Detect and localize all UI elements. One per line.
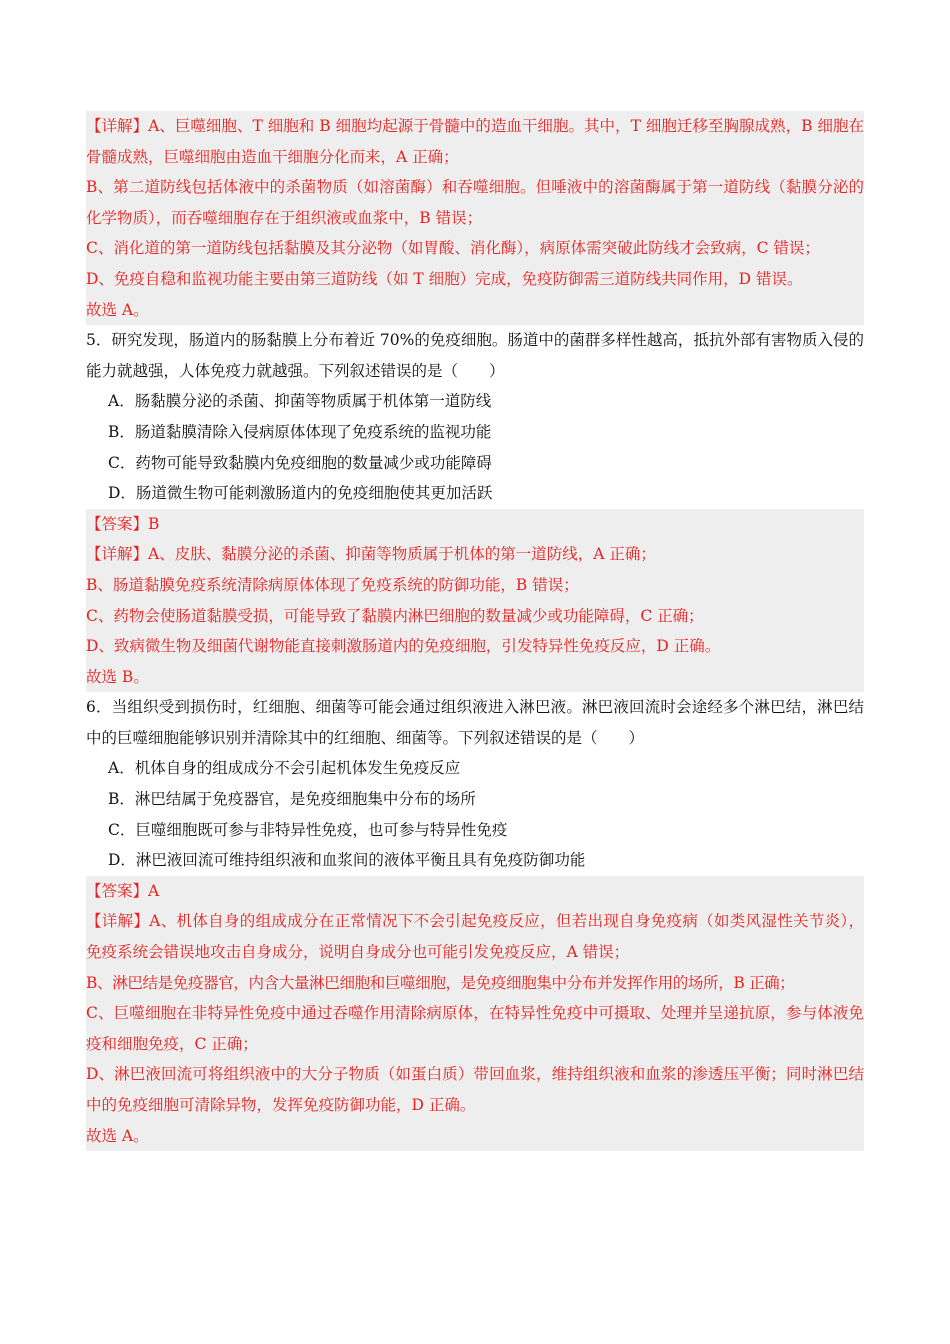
q5-detail-a: 【详解】A、皮肤、黏膜分泌的杀菌、抑菌等物质属于机体的第一道防线，A 正确； <box>86 545 656 564</box>
q4-detail-c: C、消化道的第一道防线包括黏膜及其分泌物（如胃酸、消化酶），病原体需突破此防线才会致病，C 错误； <box>86 239 820 258</box>
q6-answer: 【答案】A <box>86 881 160 900</box>
q5-explanation-block <box>86 509 864 693</box>
q4-detail-b: B、第二道防线包括体液中的杀菌物质（如溶菌酶）和吞噬细胞。但唾液中的溶菌酶属于第一道防线（黏膜分泌的化学物质），而吞噬细胞存在于组织液或血浆中，B 错误； <box>86 178 864 227</box>
q6-detail-d: D、淋巴液回流可将组织液中的大分子物质（如蛋白质）带回血浆，维持组织液和血浆的渗透压平衡；同时淋巴结中的免疫细胞可清除异物，发挥免疫防御功能，D 正确。 <box>86 1065 864 1114</box>
q5-answer: 【答案】B <box>86 514 160 533</box>
q5-detail-b: B、肠道黏膜免疫系统清除病原体体现了免疫系统的防御功能，B 错误； <box>86 575 579 594</box>
q6-stem: 6．当组织受到损伤时，红细胞、细菌等可能会通过组织液进入淋巴液。淋巴液回流时会途经多个淋巴结，淋巴结中的巨噬细胞能够识别并清除其中的红细胞、细菌等。下列叙述错误的是（ ） <box>86 698 864 747</box>
q6-option-d: D．淋巴液回流可维持组织液和血浆间的液体平衡且具有免疫防御功能 <box>108 851 586 870</box>
q5-option-c: C．药物可能导致黏膜内免疫细胞的数量减少或功能障碍 <box>108 453 492 472</box>
q5-stem: 5．研究发现，肠道内的肠黏膜上分布着近 70%的免疫细胞。肠道中的菌群多样性越高，抵抗外部有害物质入侵的能力就越强，人体免疫力就越强。下列叙述错误的是（ ） <box>86 331 864 380</box>
q5-detail-d: D、致病微生物及细菌代谢物能直接刺激肠道内的免疫细胞，引发特异性免疫反应，D 正确。 <box>86 637 721 656</box>
q6-explanation-block <box>86 876 864 1151</box>
q5-option-b: B．肠道黏膜清除入侵病原体体现了免疫系统的监视功能 <box>108 422 492 441</box>
q6-option-c: C．巨噬细胞既可参与非特异性免疫，也可参与特异性免疫 <box>108 820 508 839</box>
q5-option-d: D．肠道微生物可能刺激肠道内的免疫细胞使其更加活跃 <box>108 484 493 503</box>
q6-detail-a: 【详解】A、机体自身的组成成分在正常情况下不会引起免疫反应，但若出现自身免疫病（如类风湿性关节炎），免疫系统会错误地攻击自身成分，说明自身成分也可能引发免疫反应，A 错误； <box>86 912 864 962</box>
q6-option-a: A．机体自身的组成成分不会引起机体发生免疫反应 <box>108 759 461 778</box>
q6-detail-c: C、巨噬细胞在非特异性免疫中通过吞噬作用清除病原体，在特异性免疫中可摄取、处理并呈递抗原，参与体液免疫和细胞免疫，C 正确； <box>86 1004 864 1053</box>
q5-option-a: A．肠黏膜分泌的杀菌、抑菌等物质属于机体第一道防线 <box>108 392 492 411</box>
q6-option-b: B．淋巴结属于免疫器官，是免疫细胞集中分布的场所 <box>108 790 476 809</box>
q4-detail-a: 【详解】A、巨噬细胞、T 细胞和 B 细胞均起源于骨髓中的造血干细胞。其中，T 细胞迁移至胸腺成熟，B 细胞在骨髓成熟，巨噬细胞由造血干细胞分化而来，A 正确； <box>86 117 864 166</box>
q6-choice: 故选 A。 <box>86 1126 149 1145</box>
q4-detail-d: D、免疫自稳和监视功能主要由第三道防线（如 T 细胞）完成，免疫防御需三道防线共同作用，D 错误。 <box>86 269 803 288</box>
q5-detail-c: C、药物会使肠道黏膜受损，可能导致了黏膜内淋巴细胞的数量减少或功能障碍，C 正确； <box>86 606 704 625</box>
q4-explanation-block <box>86 111 864 325</box>
q6-detail-b: B、淋巴结是免疫器官，内含大量淋巴细胞和巨噬细胞，是免疫细胞集中分布并发挥作用的场所，B 正确； <box>86 973 795 992</box>
q5-choice: 故选 B。 <box>86 667 149 686</box>
document-page <box>86 111 864 1151</box>
q4-choice: 故选 A。 <box>86 300 149 319</box>
